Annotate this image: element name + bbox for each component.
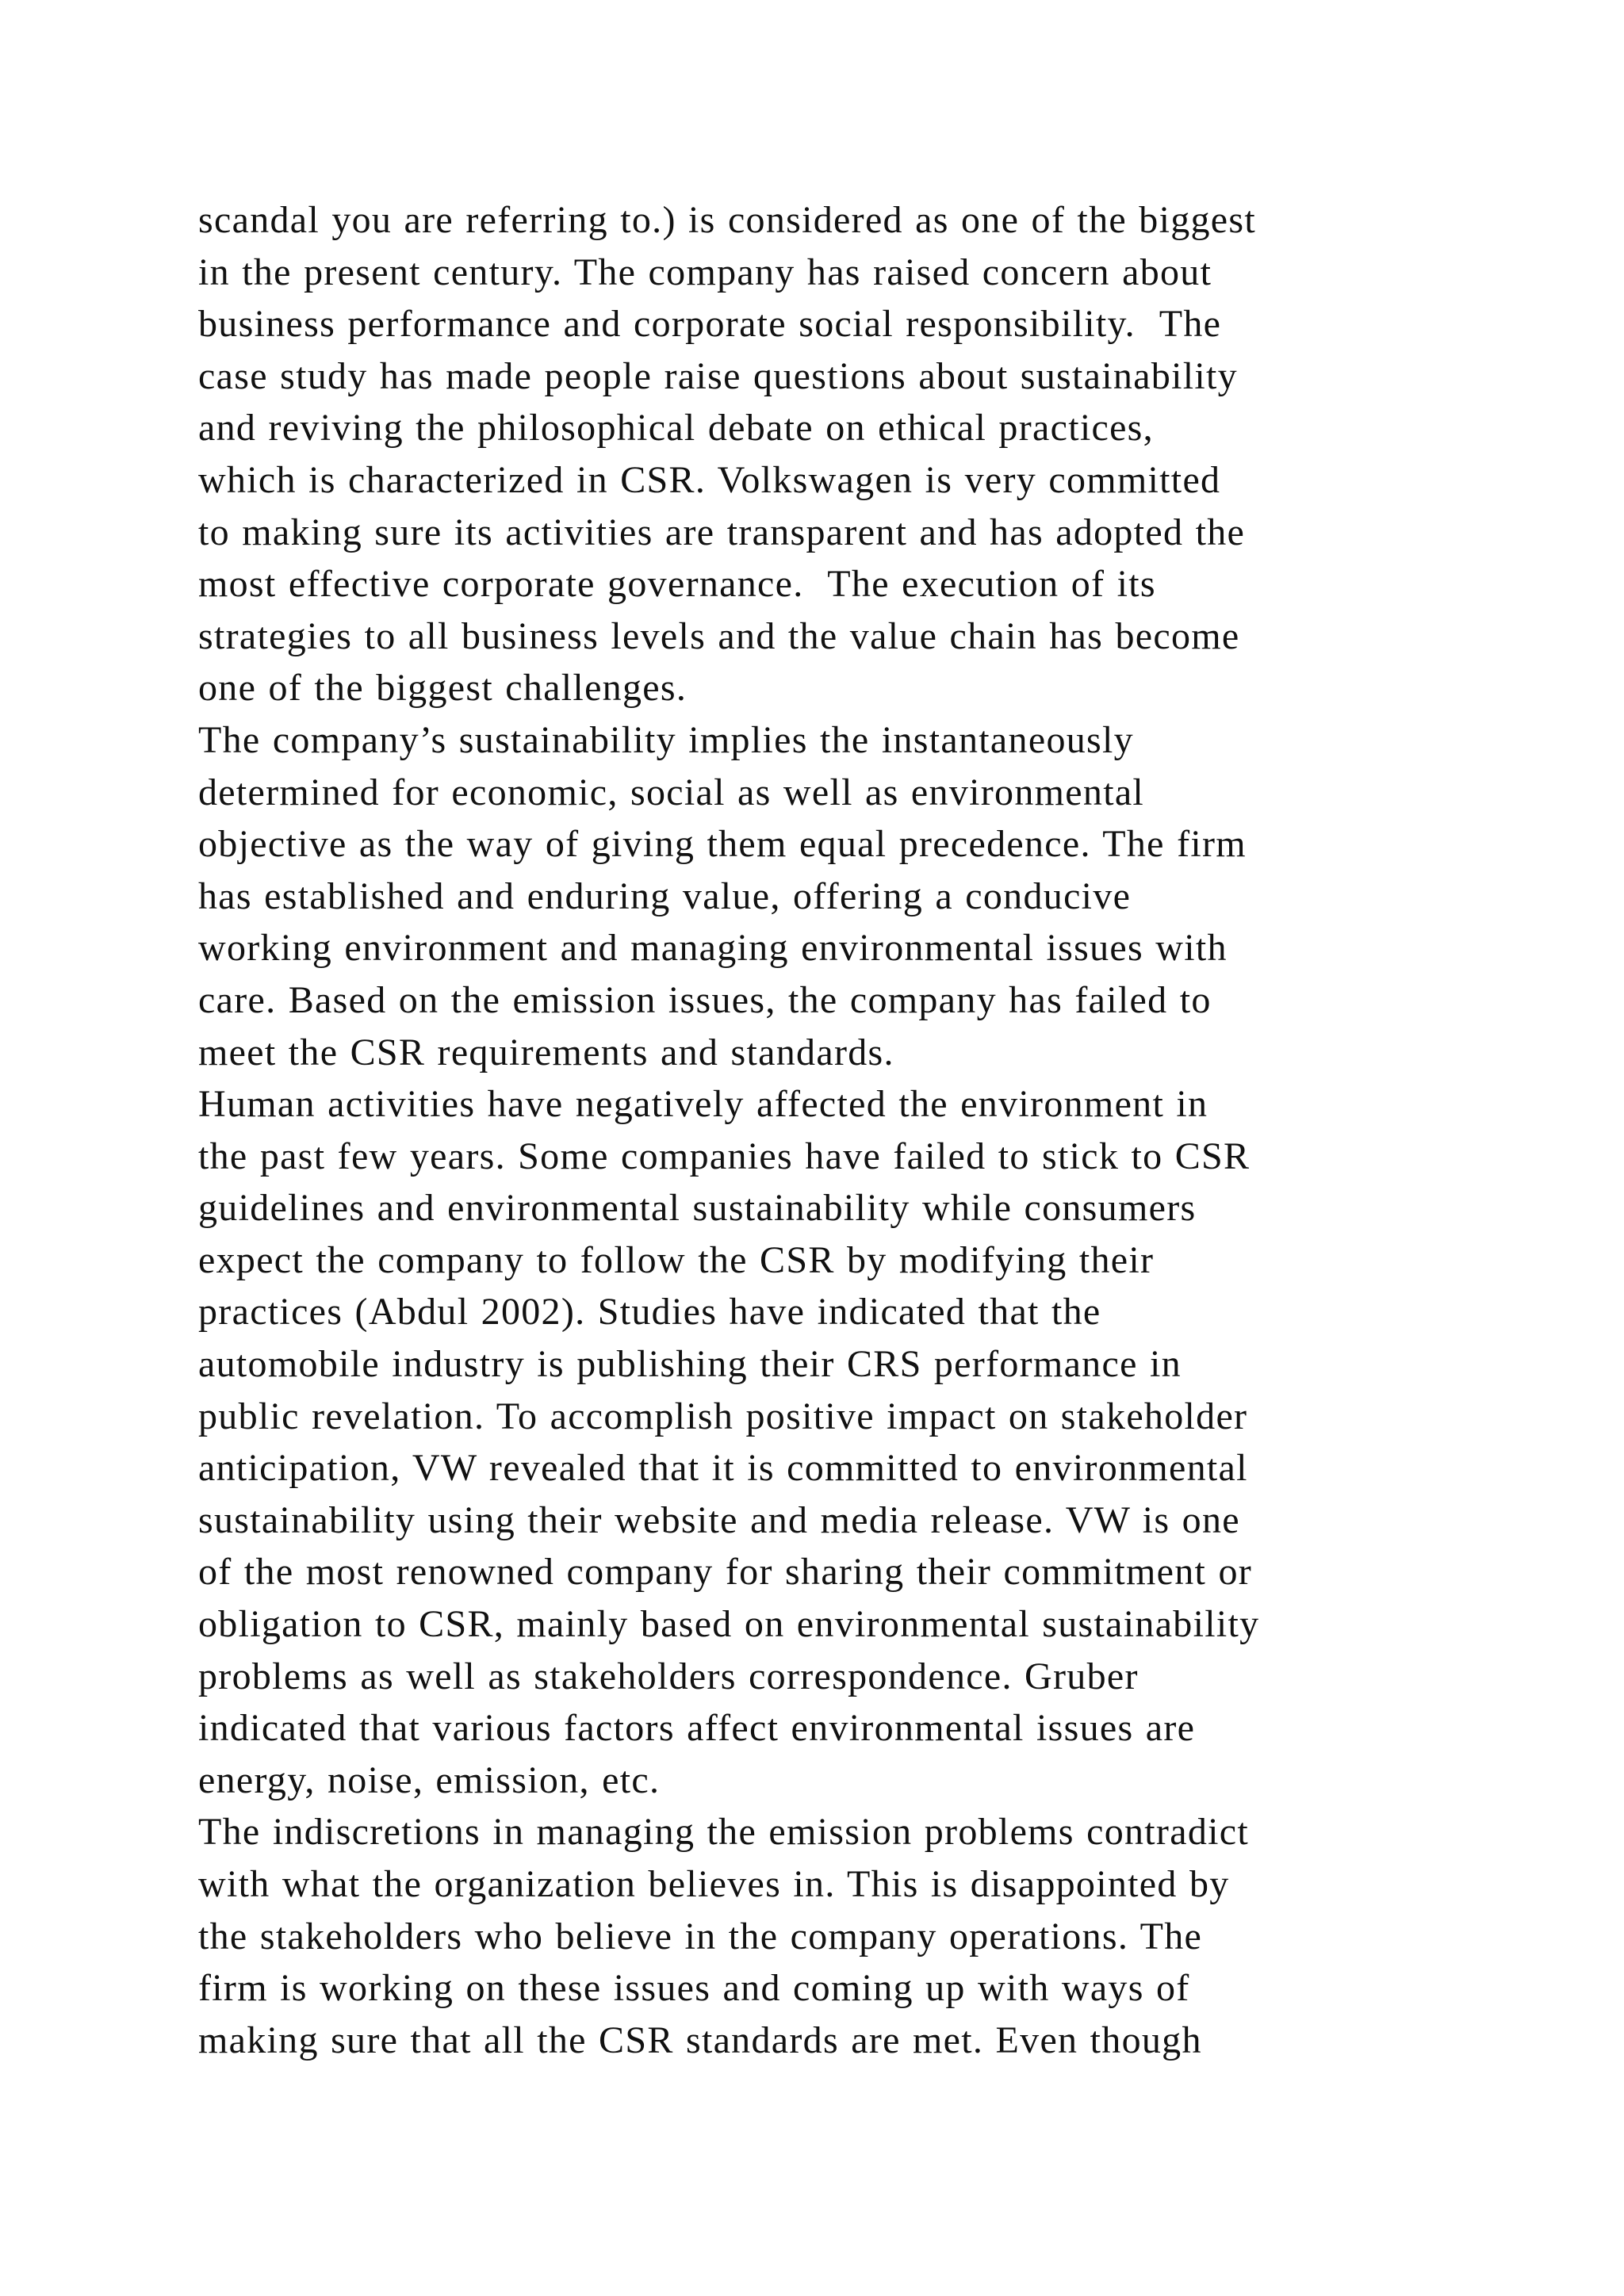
text-line: indicated that various factors affect environmental issues are — [198, 1707, 1196, 1750]
text-line: The company’s sustainability implies the instantaneously — [198, 718, 1134, 761]
text-line: working environment and managing environmental issues with — [198, 927, 1228, 970]
text-line: with what the organization believes in. This is disappointed by — [198, 1863, 1230, 1905]
text-line: obligation to CSR, mainly based on environmental sustainability — [198, 1603, 1260, 1646]
text-line: which is characterized in CSR. Volkswagen is very committed — [198, 458, 1221, 501]
text-line: objective as the way of giving them equal precedence. The firm — [198, 823, 1247, 866]
text-line: the stakeholders who believe in the company operations. The — [198, 1915, 1203, 1957]
text-line: strategies to all business levels and the value chain has become — [198, 614, 1240, 657]
text-line: care. Based on the emission issues, the company has failed to — [198, 978, 1212, 1021]
text-line: energy, noise, emission, etc. — [198, 1758, 661, 1801]
text-line: to making sure its activities are transparent and has adopted the — [198, 511, 1246, 553]
text-line: guidelines and environmental sustainability while consumers — [198, 1187, 1197, 1230]
text-line: sustainability using their website and media release. VW is one — [198, 1498, 1240, 1541]
text-line: the past few years. Some companies have failed to stick to CSR — [198, 1135, 1251, 1177]
text-line: scandal you are referring to.) is considered as one of the biggest — [198, 199, 1257, 241]
text-line: public revelation. To accomplish positive impact on stakeholder — [198, 1395, 1248, 1437]
text-line: has established and enduring value, offering a conducive — [198, 874, 1132, 917]
text-line: practices (Abdul 2002). Studies have indicated that the — [198, 1291, 1101, 1334]
text-line: determined for economic, social as well as environmental — [198, 771, 1145, 813]
text-line: business performance and corporate social responsibility. The — [198, 303, 1222, 346]
text-line: Human activities have negatively affected the environment in — [198, 1083, 1208, 1126]
text-line: automobile industry is publishing their CRS performance in — [198, 1343, 1182, 1386]
text-line: expect the company to follow the CSR by modifying their — [198, 1238, 1155, 1281]
text-line: one of the biggest challenges. — [198, 667, 688, 710]
text-line: anticipation, VW revealed that it is committed to environmental — [198, 1447, 1248, 1490]
text-line: and reviving the philosophical debate on ethical practices, — [198, 407, 1154, 450]
text-line: of the most renowned company for sharing their commitment or — [198, 1551, 1253, 1594]
text-line: firm is working on these issues and coming up with ways of — [198, 1967, 1190, 2010]
text-line: The indiscretions in managing the emission problems contradict — [198, 1811, 1249, 1854]
text-line: problems as well as stakeholders correspondence. Gruber — [198, 1655, 1139, 1697]
text-line: most effective corporate governance. The execution of its — [198, 563, 1156, 606]
text-line: meet the CSR requirements and standards. — [198, 1031, 894, 1073]
text-line: making sure that all the CSR standards are met. Even though — [198, 2019, 1202, 2061]
text-line: in the present century. The company has raised concern about — [198, 251, 1212, 293]
body-text — [198, 194, 1483, 2066]
text-line: case study has made people raise questions about sustainability — [198, 354, 1238, 397]
